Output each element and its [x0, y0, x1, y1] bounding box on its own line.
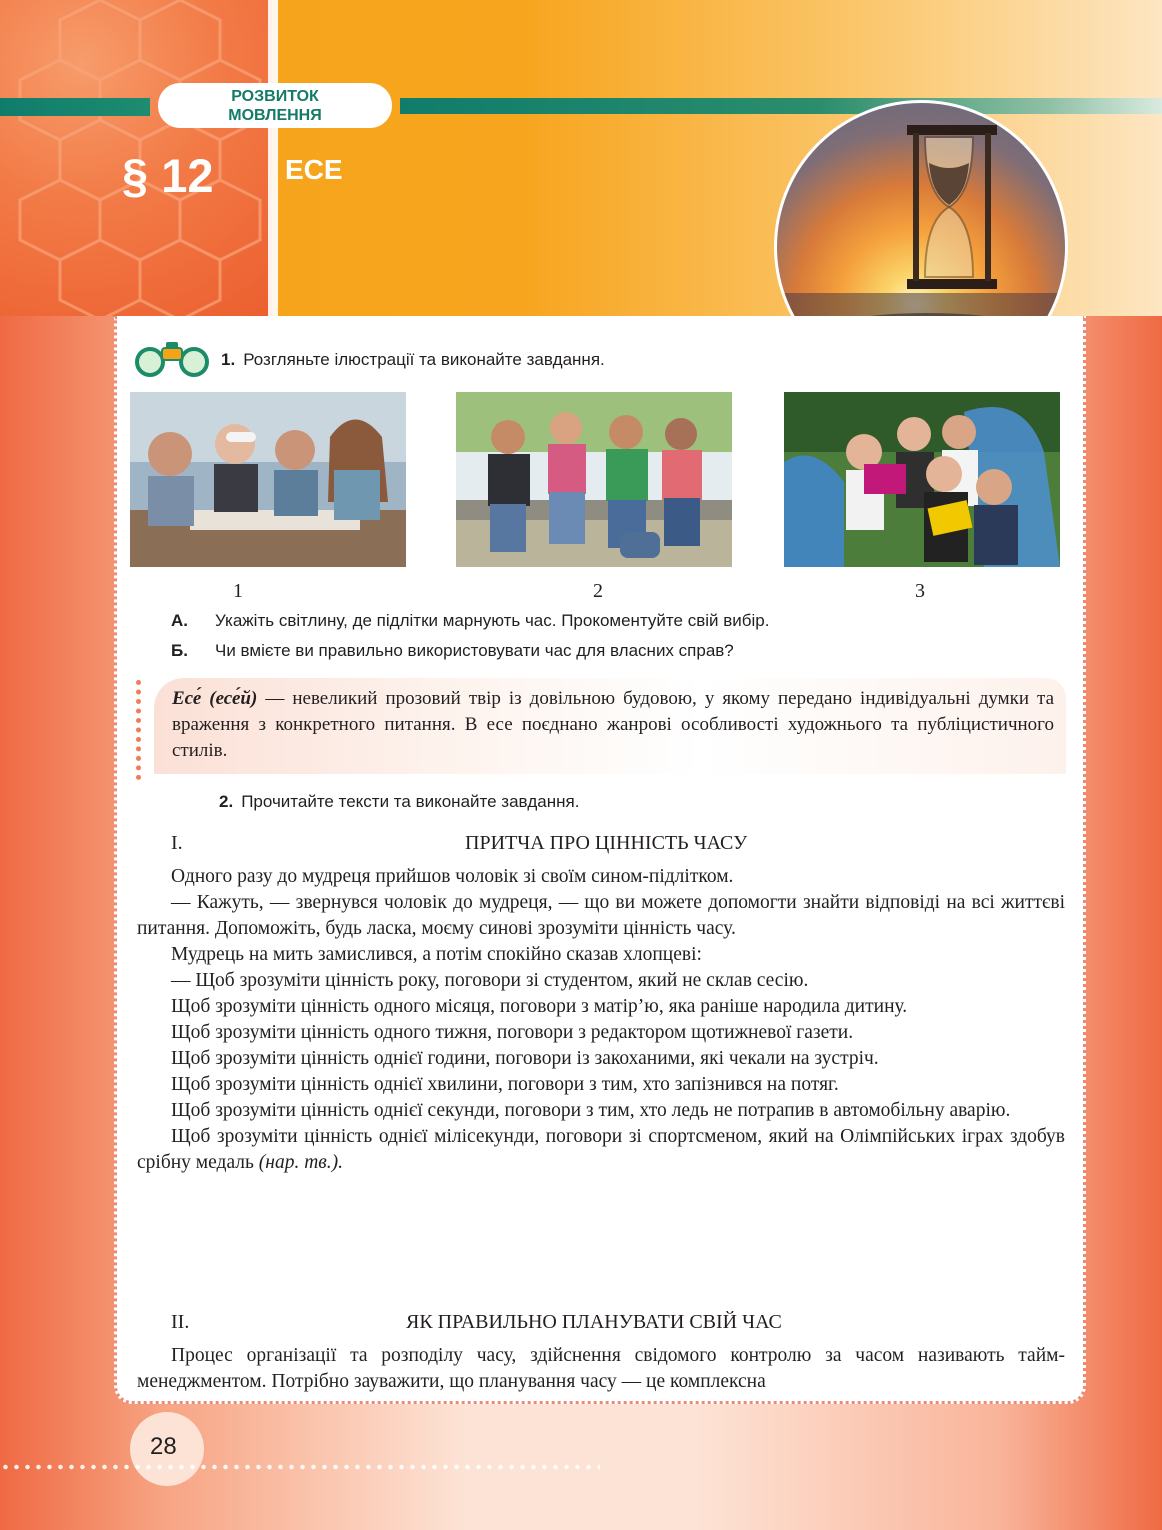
text-1-last-paragraph	[137, 1124, 1065, 1176]
paragraph-title: ЕСЕ	[285, 154, 343, 185]
footer-dots	[0, 1464, 600, 1470]
rubric-line-2: МОВЛЕННЯ	[228, 106, 322, 124]
photo-3-label: 3	[915, 580, 925, 602]
green-band-left	[0, 98, 150, 116]
photo-1-label: 1	[233, 580, 243, 602]
text-1-body	[137, 864, 1065, 1176]
text-1-paragraph: Щоб зрозуміти цінність одного тижня, поговори з редактором щотижневої газети.	[171, 1022, 854, 1043]
hourglass-sunset-image	[774, 100, 1068, 316]
text-1-paragraph: Щоб зрозуміти цінність однієї мілісекунди, поговори зі спортсменом, який на Олімпійських іграх здобув срібну медаль	[137, 1126, 1065, 1173]
task-1-number: 1.	[221, 350, 236, 369]
rubric-badge	[158, 83, 392, 128]
header-divider	[268, 0, 278, 316]
page-number: 28	[150, 1433, 177, 1460]
text-1-paragraph: — Кажуть, — звернувся чоловік до мудреця, — що ви можете допомогти знайти відповіді на всі життєві питання. Допоможіть, будь ласка, моєму синові зрозуміти цінність часу.	[137, 892, 1065, 939]
text-1-title: ПРИТЧА ПРО ЦІННІСТЬ ЧАСУ	[465, 832, 748, 854]
chapter-header	[0, 0, 1162, 316]
photo-1-students-studying	[130, 392, 406, 567]
task-2-instruction	[219, 792, 579, 812]
photo-2-label: 2	[593, 580, 603, 602]
text-1-paragraph: — Щоб зрозуміти цінність року, поговори зі студентом, який не склав сесію.	[171, 970, 809, 991]
text-1-paragraph: Мудрець на мить замислився, а потім спокійно сказав хлопцеві:	[171, 944, 702, 965]
definition-term: Есе́ (есе́й)	[172, 688, 258, 709]
task-1-text: Розгляньте ілюстрації та виконайте завдання.	[243, 350, 605, 369]
text-1-paragraph: Щоб зрозуміти цінність однієї хвилини, поговори з тим, хто запізнився на потяг.	[171, 1074, 839, 1095]
text-1-paragraph: Щоб зрозуміти цінність одного місяця, поговори з матір’ю, яка раніше народила дитину.	[171, 996, 908, 1017]
task-2-text: Прочитайте тексти та виконайте завдання.	[241, 792, 580, 811]
question-a-text: Укажіть світлину, де підлітки марнують час. Прокоментуйте свій вибір.	[215, 611, 770, 630]
rubric-line-1: РОЗВИТОК	[231, 87, 319, 105]
question-b	[171, 641, 734, 661]
question-b-text: Чи вмієте ви правильно використовувати час для власних справ?	[215, 641, 734, 660]
question-b-label: Б.	[171, 641, 188, 660]
task-2-number: 2.	[219, 792, 234, 811]
text-2-title: ЯК ПРАВИЛЬНО ПЛАНУВАТИ СВІЙ ЧАС	[406, 1311, 782, 1333]
text-1-paragraph: Одного разу до мудреця прийшов чоловік зі своїм сином-підлітком.	[171, 866, 734, 887]
text-1-paragraph: Щоб зрозуміти цінність однієї години, поговори із закоханими, які чекали на зустріч.	[171, 1048, 879, 1069]
text-1-paragraph: Щоб зрозуміти цінність однієї секунди, поговори з тим, хто ледь не потрапив в автомобільну аварію.	[171, 1100, 1011, 1121]
photo-3-volunteers-cleanup	[784, 392, 1060, 567]
binoculars-icon	[134, 340, 210, 380]
text-2-body	[137, 1343, 1065, 1395]
photo-2-teens-with-phones	[456, 392, 732, 567]
text-2-numeral: II.	[171, 1311, 190, 1333]
paragraph-number: § 12	[122, 149, 214, 202]
question-a-label: А.	[171, 611, 188, 630]
definition-text	[172, 686, 1054, 764]
definition-dotted-marker	[136, 680, 142, 780]
text-2-paragraph: Процес організації та розподілу часу, здійснення свідомого контролю за часом називають таймменеджментом. Потрібно зауважити, що планування часу — це комплексна	[137, 1345, 1065, 1392]
task-1-instruction	[221, 350, 605, 370]
text-1-numeral: I.	[171, 832, 183, 854]
text-1-source: (нар. тв.).	[258, 1152, 344, 1173]
definition-body: — невеликий прозовий твір із довільною будовою, у якому передано індивідуальні думки та враження з конкретного питання. В есе поєднано жанрові особливості художнього та публіцистичного стилів.	[172, 688, 1055, 761]
question-a	[171, 611, 769, 631]
